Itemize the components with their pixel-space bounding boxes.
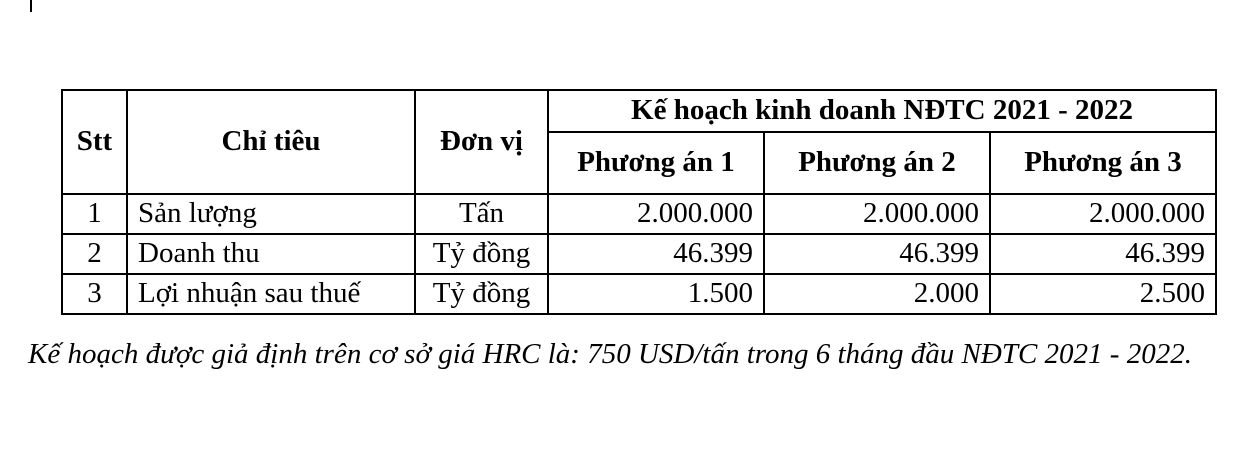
cell-option-1: 1.500 [548,274,764,314]
table-header-row [62,90,1216,132]
text-cursor [30,0,32,12]
cell-option-3: 2.500 [990,274,1216,314]
assumption-note: Kế hoạch được giả định trên cơ sở giá HRC là: 750 USD/tấn trong 6 tháng đầu NĐTC 2021 - 2022. [28,338,1192,370]
header-plan-group: Kế hoạch kinh doanh NĐTC 2021 - 2022 [548,90,1216,132]
header-unit: Đơn vị [415,90,548,194]
cell-option-1: 46.399 [548,234,764,274]
cell-indicator: Sản lượng [127,194,415,234]
cell-option-3: 2.000.000 [990,194,1216,234]
cell-option-2: 2.000 [764,274,990,314]
cell-option-3: 46.399 [990,234,1216,274]
cell-option-1: 2.000.000 [548,194,764,234]
cell-option-2: 2.000.000 [764,194,990,234]
cell-unit: Tỷ đồng [415,234,548,274]
header-indicator: Chỉ tiêu [127,90,415,194]
header-option-3: Phương án 3 [990,132,1216,194]
cell-option-2: 46.399 [764,234,990,274]
table-row [62,194,1216,234]
business-plan-table [61,89,1217,315]
header-option-2: Phương án 2 [764,132,990,194]
cell-indicator: Lợi nhuận sau thuế [127,274,415,314]
cell-unit: Tỷ đồng [415,274,548,314]
cell-stt: 1 [62,194,127,234]
header-stt: Stt [62,90,127,194]
cell-stt: 3 [62,274,127,314]
cell-stt: 2 [62,234,127,274]
cell-unit: Tấn [415,194,548,234]
table-row [62,234,1216,274]
header-option-1: Phương án 1 [548,132,764,194]
table-row [62,274,1216,314]
cell-indicator: Doanh thu [127,234,415,274]
